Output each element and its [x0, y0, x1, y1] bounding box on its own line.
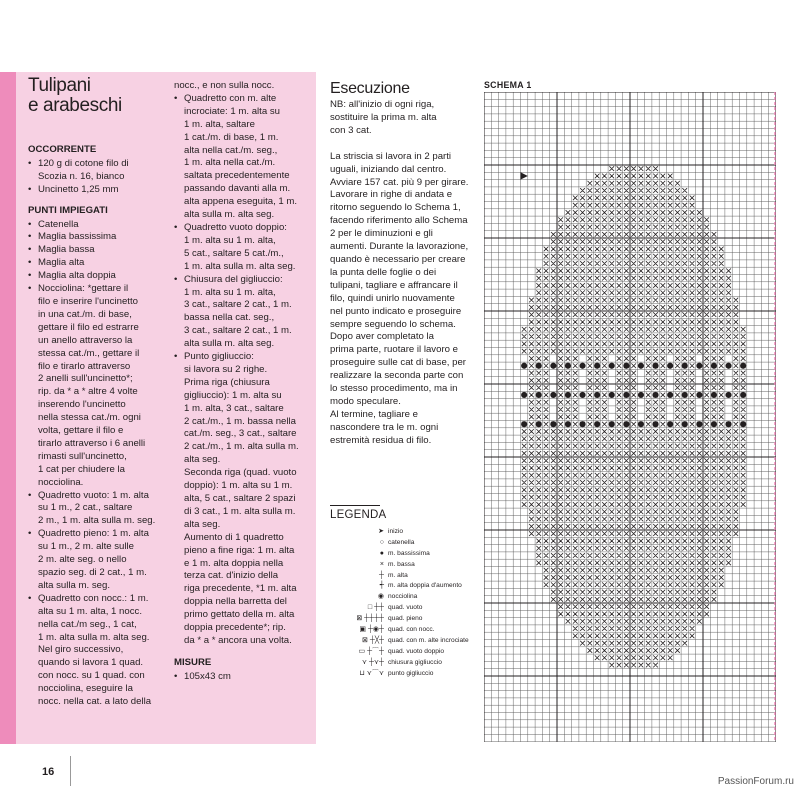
legend-item — [330, 647, 480, 658]
stitch-definition-line: alta, 5 cat., saltare 2 spazi — [184, 493, 296, 504]
stitch-definition-line: riga precedente, *1 m. alta — [184, 583, 297, 595]
nb-line: NB: all'inizio di ogni riga, — [330, 99, 435, 110]
stitch-definition-line: alta sulla m. alta seg. — [184, 209, 275, 221]
schema-title: SCHEMA 1 — [484, 80, 532, 90]
legend-symbol-icon: ⊠ ┼╳┼ — [362, 636, 384, 644]
legend-label: nocciolina — [388, 593, 418, 601]
chart-nocciolina-dot — [594, 421, 600, 427]
chart-nocciolina-dot — [725, 392, 731, 398]
chart-nocciolina-dot — [682, 392, 688, 398]
stitch-definition — [174, 93, 316, 222]
esecuzione-line: tulipani, tagliare e affrancare il — [330, 279, 458, 291]
page-number: 16 — [42, 766, 55, 778]
punti-item-line: con nocc. su 1 quad. con — [38, 670, 145, 682]
chart-nocciolina-dot — [696, 363, 702, 369]
legend-symbol-icon: ○ — [379, 538, 384, 546]
punti-item-line: su 1 m., 2 cat., saltare — [38, 502, 133, 514]
legend-label: inizio — [388, 528, 404, 535]
chart-nocciolina-dot — [579, 421, 585, 427]
stitch-definition-line: alta sulla m. alta seg. — [184, 338, 275, 350]
stitch-definition-line: si lavora su 2 righe. — [184, 363, 268, 375]
legend-label: quad. con m. alte incrociate — [388, 636, 469, 644]
esecuzione-line: Lavorare in righe di andata e — [330, 189, 453, 201]
punti-item-line: nocciolina. — [38, 476, 84, 488]
chart-nocciolina-dot — [565, 363, 571, 369]
legend-symbol-icon: ⊔ ⋎⌒⋎ — [359, 669, 384, 677]
legend-rule — [330, 505, 380, 506]
chart-nocciolina-dot — [536, 392, 542, 398]
legend-item — [330, 592, 480, 603]
punti-item-line: rimasti sull'uncinetto, — [38, 450, 127, 462]
esecuzione-line: realizzare la seconda parte con — [330, 370, 464, 382]
punti-item-line: • Quadretto vuoto: 1 m. alta — [28, 490, 174, 503]
chart-nocciolina-dot — [725, 363, 731, 369]
title-line-1: Tulipani — [28, 75, 91, 96]
punti-section — [28, 205, 174, 709]
punti-item-line: filo e tirarlo attraverso — [38, 360, 131, 372]
chart-nocciolina-dot — [740, 363, 746, 369]
punti-item-line: 2 m., 1 m. alta sulla m. seg. — [38, 515, 156, 527]
stitch-definition-line: 3 cat., saltare 2 cat., 1 m. — [184, 299, 292, 311]
title-line-2: e arabeschi — [28, 95, 122, 116]
chart-nocciolina-dot — [565, 392, 571, 398]
stitch-definition-line: alta seg. — [184, 518, 221, 530]
esecuzione-line: lo stesso procedimento, ma in — [330, 383, 458, 395]
watermark: PassionForum.ru — [717, 776, 794, 787]
chart-nocciolina-dot — [609, 392, 615, 398]
chart-nocciolina-dot — [667, 363, 673, 369]
occorrente-item-line: • 120 g di cotone filo di — [28, 158, 174, 171]
occorrente-item-line: Scozia n. 16, bianco — [38, 170, 125, 182]
stitch-definition — [174, 274, 316, 351]
nb-line: con 3 cat. — [330, 124, 372, 136]
legend-item — [330, 625, 480, 636]
esecuzione-line: prima parte, ruotare il lavoro e — [330, 344, 458, 356]
stitch-definition-line: • Quadretto con m. alte — [174, 93, 316, 106]
esecuzione-line: Avviare 157 cat. più 9 per girare. — [330, 176, 469, 188]
chart-nocciolina-dot — [711, 421, 717, 427]
chart-nocciolina-dot — [609, 363, 615, 369]
occorrente-section — [28, 144, 174, 197]
legend-symbol-icon: ⊠ ┼┼┼┼ — [356, 615, 384, 623]
chart-nocciolina-dot — [521, 421, 527, 427]
legend-label: punto gigliuccio — [388, 669, 434, 677]
chart-nocciolina-dot — [550, 392, 556, 398]
stitch-definition-line: 1 m. alta su 1 m. alta, — [184, 286, 276, 298]
chart-nocciolina-dot — [638, 363, 644, 369]
stitch-definition-line: doppia nella barretta del — [184, 596, 287, 608]
column-3 — [330, 80, 470, 461]
chart-cross-cells — [522, 166, 746, 667]
chart-nocciolina-dot — [667, 421, 673, 427]
stitch-definition-line: da * a * ancora una volta. — [184, 634, 292, 646]
chart-nocciolina-dot — [594, 363, 600, 369]
esecuzione-line: nel punto indicato e proseguire — [330, 305, 462, 317]
chart-nocciolina-dot — [638, 392, 644, 398]
nb-note — [330, 99, 470, 138]
punti-item-line: quando si lavora 1 quad. — [38, 657, 144, 669]
punti-heading: PUNTI IMPIEGATI — [28, 204, 108, 216]
misure-value: • 105x43 cm — [174, 671, 316, 684]
chart-nocciolina-dot — [623, 392, 629, 398]
punti-item-line: • Maglia bassissima — [28, 231, 174, 244]
stitch-definition-line: Aumento di 1 quadretto — [184, 531, 284, 543]
punti-item-line: gettare il filo ed estrarre — [38, 321, 139, 333]
esecuzione-line: nascondere tra le m. ogni — [330, 421, 439, 433]
punti-item-line: tirarlo attraverso i 6 anelli — [38, 437, 146, 449]
nb-line: sostituire la prima m. alta — [330, 111, 437, 123]
stitch-definition-line: incrociate: 1 m. alta su — [184, 105, 280, 117]
stitch-definition-line: • Chiusura del gigliuccio: — [174, 274, 316, 287]
stitch-definition — [174, 351, 316, 648]
stitch-definition-line: saltata precedentemente — [184, 170, 290, 182]
chart-nocciolina-dot — [521, 363, 527, 369]
punti-item-line: nella stessa cat./m. ogni — [38, 412, 141, 424]
punti-item-line: • Quadretto pieno: 1 m. alta — [28, 528, 174, 541]
chart-nocciolina-dot — [521, 392, 527, 398]
punti-list — [28, 219, 174, 709]
punti-item-line: alta su 1 m. alta, 1 nocc. — [38, 605, 142, 617]
stitch-definition-line: Seconda riga (quad. vuoto — [184, 467, 297, 479]
legend-symbol-icon: ➤ — [378, 528, 384, 535]
chart-nocciolina-dot — [682, 363, 688, 369]
footer-divider — [70, 756, 71, 786]
punti-item-line: • Maglia alta — [28, 257, 174, 270]
punti-item-line: Nel giro successivo, — [38, 644, 124, 656]
esecuzione-line: Al termine, tagliare e — [330, 408, 418, 420]
stitch-definition-line: 1 m. alta, saltare — [184, 118, 255, 130]
stitch-definition-line: 2 cat./m., 1 m. bassa nella — [184, 415, 296, 427]
legend-label: m. bassa — [388, 560, 415, 568]
column-2 — [174, 80, 316, 684]
legend-symbol-icon: □ ┼┼ — [367, 604, 384, 612]
legend-item — [330, 658, 480, 669]
punti-item-line: • Catenella — [28, 219, 174, 232]
stitch-definition-line: terza cat. d'inizio della — [184, 570, 279, 582]
legend-symbol-icon: ┽ — [379, 582, 384, 590]
punti-item-line: nocc. nella cat. a lato della — [38, 696, 152, 708]
misure-heading: MISURE — [174, 656, 212, 668]
stitch-definition-line: alta seg. — [184, 454, 221, 466]
stitch-definition-line: passando davanti alla m. — [184, 183, 291, 195]
punti-item-line: alta sulla m. seg. — [38, 579, 110, 591]
punti-item-line: • Quadretto con nocc.: 1 m. — [28, 593, 174, 606]
legend-item — [330, 636, 480, 647]
stitch-definition-line: e 1 m. alta doppia nella — [184, 557, 284, 569]
chart-nocciolina-dot — [579, 392, 585, 398]
stitch-definition-line: 1 m. alta su 1 m. alta, — [184, 234, 276, 246]
stitch-definition-line: alta nella cat./m. seg., — [184, 144, 278, 156]
stitch-definition-line: gigliuccio): 1 m. alta su — [184, 389, 282, 401]
punti-item-line: volta, gettare il filo e — [38, 425, 124, 437]
chart-nocciolina-dot — [740, 392, 746, 398]
chart-nocciolina-dot — [682, 421, 688, 427]
stitch-definitions-list — [174, 80, 316, 648]
esecuzione-line: ritorno seguendo lo Schema 1, — [330, 202, 461, 214]
legend-symbol-icon: ▭ ┼⌒┼ — [358, 647, 384, 655]
stitch-definition-line: • Quadretto vuoto doppio: — [174, 222, 316, 235]
stitch-definition-line: 2 cat./m., 1 m. alta sulla m. — [184, 441, 299, 453]
chart-nocciolina-dot — [536, 363, 542, 369]
legend — [330, 505, 480, 679]
legend-item — [330, 538, 480, 549]
esecuzione-line: estremità residua di filo. — [330, 434, 432, 446]
esecuzione-line: Dopo aver completato la — [330, 331, 434, 343]
legend-item — [330, 549, 480, 560]
esecuzione-line: La striscia si lavora in 2 parti — [330, 150, 452, 162]
chart-nocciolina-dot — [594, 392, 600, 398]
legend-item — [330, 571, 480, 582]
stitch-definition-line: 1 m. alta, 3 cat., saltare — [184, 402, 284, 414]
stitch-definition-line: 3 cat., saltare 2 cat., 1 m. — [184, 325, 292, 337]
punti-item-line: 1 cat per chiudere la — [38, 463, 125, 475]
legend-item — [330, 527, 480, 538]
stitch-definition-line: primo gettato della m. alta — [184, 609, 295, 621]
stitch-definition-line: 1 m. alta sulla m. alta seg. — [184, 260, 296, 272]
esecuzione-line: quando è necessario per creare — [330, 253, 466, 265]
punti-item-line: 2 m. alte seg. o nello — [38, 554, 127, 566]
punti-item-line: 2 anelli sull'uncinetto*; — [38, 373, 133, 385]
punti-item-line: spazio seg. di 2 cat., 1 m. — [38, 567, 147, 578]
stitch-definition-line: 1 m. alta nella cat./m. — [184, 157, 276, 169]
esecuzione-line: aumenti. Durante la lavorazione, — [330, 241, 469, 253]
legend-item — [330, 669, 480, 680]
esecuzione-line: la punta delle foglie o dei — [330, 266, 437, 278]
punti-item-line: • Maglia alta doppia — [28, 270, 174, 283]
esecuzione-line: proseguire sulle cat di base, per — [330, 357, 466, 369]
stitch-definition — [164, 80, 316, 93]
punti-item-line: nella cat./m seg., 1 cat, — [38, 618, 137, 630]
legend-symbol-icon: ⋎ ┼⋎┼ — [361, 658, 384, 666]
punti-item-line: nocciolina, eseguire la — [38, 683, 133, 695]
occorrente-heading: OCCORRENTE — [28, 144, 97, 155]
legend-label: quad. vuoto doppio — [388, 647, 445, 655]
punti-item-line: in una cat./m. di base, — [38, 308, 132, 320]
stitch-definition-line: doppio): 1 m. alta su 1 m. — [184, 480, 293, 492]
punti-item-line: su 1 m., 2 m. alte sulle — [38, 541, 134, 553]
esecuzione-body — [330, 151, 470, 448]
legend-symbol-icon: ◉ — [377, 593, 384, 601]
legend-label: quad. vuoto — [388, 604, 423, 612]
legend-symbol-icon: ● — [379, 549, 384, 557]
esecuzione-line: sempre seguendo lo schema. — [330, 318, 456, 330]
esecuzione-title: Esecuzione — [330, 80, 410, 97]
chart-nocciolina-dot — [740, 421, 746, 427]
punti-item-line: 1 m. alta sulla m. alta seg. — [38, 631, 150, 643]
misure-section — [174, 657, 316, 684]
chart-nocciolina-dot — [579, 363, 585, 369]
chart-nocciolina-dot — [711, 392, 717, 398]
punti-item-line: stessa cat./m., gettare il — [38, 347, 140, 359]
occorrente-item-line: • Uncinetto 1,25 mm — [28, 184, 174, 197]
esecuzione-line: modo speculare. — [330, 395, 401, 407]
punti-item-line: • Maglia bassa — [28, 244, 174, 257]
stitch-definition — [174, 222, 316, 274]
legend-item — [330, 614, 480, 625]
esecuzione-line: facendo riferimento allo Schema — [330, 215, 468, 227]
chart-nocciolina-dot — [609, 421, 615, 427]
legend-symbol-icon: ▣ ┼◉┼ — [359, 626, 384, 634]
punti-item-line: inserendo l'uncinetto — [38, 399, 126, 411]
chart-nocciolina-dot — [711, 363, 717, 369]
stitch-definition-line: 5 cat., saltare 5 cat./m., — [184, 247, 284, 259]
stitch-definition-line: alta appena eseguita, 1 m. — [184, 196, 298, 208]
chart-nocciolina-dot — [652, 392, 658, 398]
column-1 — [28, 76, 174, 717]
esecuzione-line: filo, quindi unirlo nuovamente — [330, 292, 455, 304]
punti-item-line: un anello attraverso la — [38, 334, 133, 346]
legend-item — [330, 603, 480, 614]
punti-item-line: filo e inserire l'uncinetto — [38, 295, 138, 307]
stitch-definition-line: di 3 cat., 1 m. alta sulla m. — [184, 505, 296, 517]
legend-label: catenella — [388, 538, 415, 546]
legend-label: quad. con nocc. — [388, 626, 435, 634]
chart-nocciolina-dot — [725, 421, 731, 427]
chart-nocciolina-dot — [696, 421, 702, 427]
stitch-definition-line: 1 cat./m. di base, 1 m. — [184, 131, 279, 143]
legend-label: m. bassissima — [388, 549, 430, 557]
esecuzione-line: 2 per le diminuzioni e gli — [330, 228, 433, 240]
legend-item — [330, 581, 480, 592]
chart-nocciolina-dot — [550, 421, 556, 427]
chart-nocciolina-dot — [623, 421, 629, 427]
legend-label: m. alta doppia d'aumento — [388, 582, 462, 590]
legend-symbol-icon: × — [379, 560, 384, 568]
legend-label: chiusura gigliuccio — [388, 658, 442, 666]
chart-nocciolina-dot — [638, 421, 644, 427]
stitch-definition-line: nocc., e non sulla nocc. — [174, 80, 275, 91]
chart-start-arrow-icon — [521, 172, 528, 179]
chart-nocciolina-dot — [652, 421, 658, 427]
chart-nocciolina-dot — [550, 363, 556, 369]
stitch-definition-line: • Punto gigliuccio: — [174, 351, 316, 364]
legend-symbol-icon: ┼ — [379, 571, 384, 579]
stitch-definition-line: cat./m. seg., 3 cat., saltare — [184, 428, 297, 440]
stitch-definition-line: doppia precedente*; rip. — [184, 622, 286, 634]
chart-nocciolina-dot — [536, 421, 542, 427]
stitch-definition-line: bassa nella cat. seg., — [184, 312, 275, 324]
punti-item-line: • Nocciolina: *gettare il — [28, 283, 174, 296]
punti-item-line: rip. da * a * altre 4 volte — [38, 386, 138, 398]
chart-nocciolina-dot — [696, 392, 702, 398]
stitch-definition-line: Prima riga (chiusura — [184, 376, 270, 388]
chart-nocciolina-dot — [565, 421, 571, 427]
pink-edge-strip — [0, 72, 16, 744]
chart-nocciolina-dot — [623, 363, 629, 369]
legend-label: m. alta — [388, 571, 408, 579]
legend-item — [330, 560, 480, 571]
legend-list — [330, 527, 480, 679]
legend-label: quad. pieno — [388, 615, 423, 623]
chart-nocciolina-dot — [652, 363, 658, 369]
crochet-chart-grid — [484, 92, 776, 742]
stitch-definition-line: pieno a fine riga: 1 m. alta — [184, 544, 295, 556]
esecuzione-line: uguali, iniziando dal centro. — [330, 163, 447, 175]
page-title — [28, 76, 174, 116]
chart-nocciolina-dot — [667, 392, 673, 398]
legend-title: LEGENDA — [330, 509, 387, 521]
occorrente-list — [28, 158, 174, 197]
